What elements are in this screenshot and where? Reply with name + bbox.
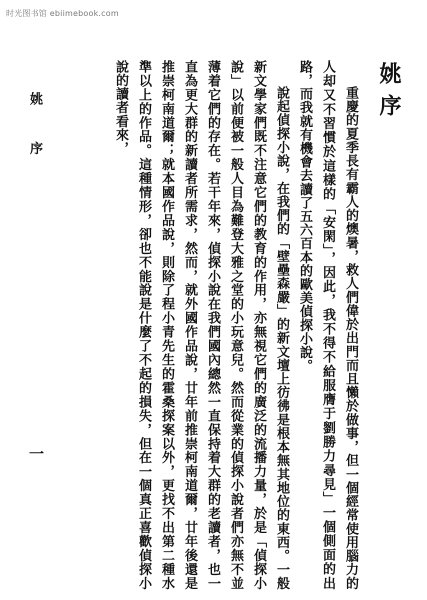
- watermark-text: 时光图书馆 ebiimebook.com: [6, 9, 119, 18]
- paragraph: 說起偵探小說，在我們的「壁壘森嚴」的新文壇上彷彿是根本無其地位的東西。一般新文學家們既不注意它們的教育的作用，亦無視它們的廣泛的流播力量，於是「偵探小說」以前便被一般人目為難登大雅之堂的小玩意兒。然而從業的偵探小說者們亦無不並薄着它們的存在。若干年來，偵探小說在我們國內總然一直保持着大群的老讀者，也一直為更大群的新讀者所需求，然而，就外國作品說，廿年前推崇柯南道爾，廿年後還是推崇柯南道爾；就本國作品說，則除了程小青先生的霍桑探案以外，更找不出第二種水準以上的作品。這種情形，卻也不能說是什麼了不起的損失，但在一個真正喜歡偵探小說的讀者看來，: [113, 60, 289, 590]
- paragraph: 重慶的夏季長有霸人的燠暑，救人們偉於出門而且懶於做事，但一個經常使用腦力的人却又不習慣於這樣的「安閑」，因此，我不得不給服膺于劉勝力尋見」一個側面的出路，而我就有機會去讀了五六百本的歐美偵探小說。: [297, 60, 358, 590]
- body-text: [62, 60, 362, 590]
- page-number: 一: [27, 446, 45, 461]
- page-title: 姚序: [376, 62, 402, 126]
- running-header: 姚 序: [27, 92, 42, 171]
